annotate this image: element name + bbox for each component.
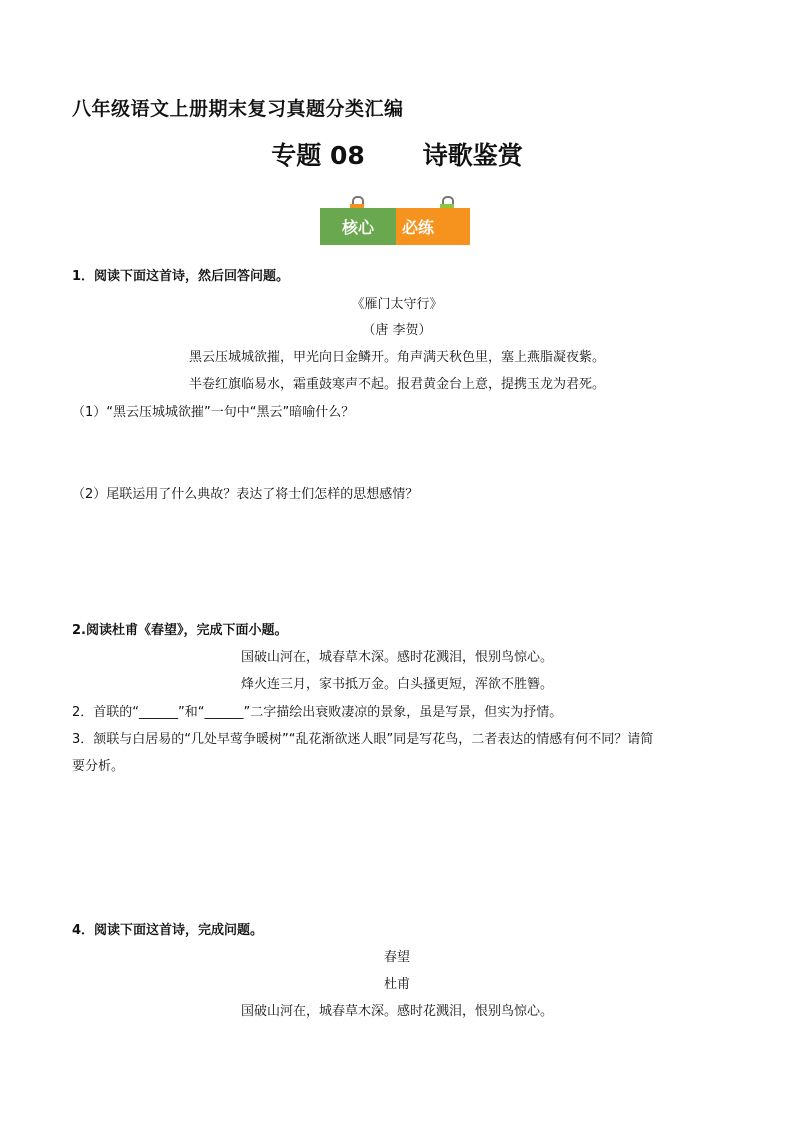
series-title: 八年级语文上册期末复习真题分类汇编 — [72, 98, 404, 120]
question-text: 3．颔联与白居易的“几处早莺争暖树”“乱花渐欲迷人眼”同是写花鸟，二者表达的情感有何不同？请简 — [72, 732, 654, 747]
poem-author: （唐 李贺） — [362, 323, 432, 338]
badge-right-label: 必练 — [402, 218, 435, 237]
poem-line: 黑云压城城欲摧，甲光向日金鳞开。角声满天秋色里，塞上燕脂凝夜紫。 — [188, 350, 605, 365]
core-practice-badge — [320, 196, 472, 250]
badge-left-label: 核心 — [342, 218, 375, 237]
question-text: 2．首联的“______”和“______”二字描绘出衰败凄凉的景象，虽是写景，但实为抒情。 — [72, 705, 563, 720]
question-text: （1）“黑云压城城欲摧”一句中“黑云”暗喻什么？ — [72, 405, 355, 420]
poem-title: 《雁门太守行》 — [351, 297, 443, 312]
section4-heading: 4．阅读下面这首诗，完成问题。 — [72, 923, 264, 938]
poem-line: 国破山河在，城春草木深。感时花溅泪，恨别鸟惊心。 — [240, 650, 553, 665]
poem-line: 烽火连三月，家书抵万金。白头搔更短，浑欲不胜簪。 — [240, 677, 553, 692]
question-text: 要分析。 — [72, 759, 125, 774]
poem-line: 半卷红旗临易水，霜重鼓寒声不起。报君黄金台上意，提携玉龙为君死。 — [188, 377, 605, 392]
topic-number: 专题 08 — [271, 141, 365, 170]
question-text: （2）尾联运用了什么典故？表达了将士们怎样的思想感情？ — [72, 487, 419, 502]
poem-title: 春望 — [383, 950, 410, 965]
section1-heading: 1．阅读下面这首诗，然后回答问题。 — [72, 269, 290, 284]
topic-heading — [0, 136, 794, 172]
section2-heading: 2.阅读杜甫《春望》，完成下面小题。 — [72, 623, 288, 638]
topic-name: 诗歌鉴赏 — [422, 141, 523, 170]
poem-line: 国破山河在，城春草木深。感时花溅泪，恨别鸟惊心。 — [240, 1004, 553, 1019]
poem-author: 杜甫 — [383, 977, 410, 992]
